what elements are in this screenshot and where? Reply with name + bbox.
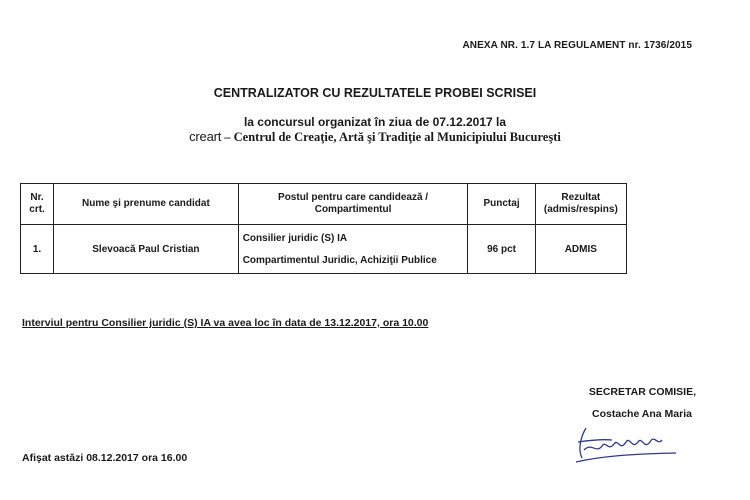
cell-nr: 1. <box>21 225 54 274</box>
header-name: Nume şi prenume candidat <box>54 184 239 225</box>
document-subtitle: la concursul organizat în ziua de 07.12.2017 la <box>243 115 507 129</box>
document-title: CENTRALIZATOR CU REZULTATELE PROBEI SCRISEI <box>213 86 537 100</box>
secretary-role: SECRETAR COMISIE, <box>588 386 696 398</box>
cell-post-title: Consilier juridic (S) IA <box>242 232 348 244</box>
header-nr: Nr. crt. <box>21 184 54 225</box>
institution-brand: creart <box>189 129 222 144</box>
handwritten-signature <box>572 420 682 470</box>
annex-reference: ANEXA NR. 1.7 LA REGULAMENT nr. 1736/2015 <box>462 40 692 51</box>
cell-post <box>238 225 468 274</box>
table-header-row <box>21 184 627 225</box>
table-row <box>21 225 627 274</box>
institution-name: – Centrul de Creaţie, Artă şi Tradiţie al Municipiului Bucureşti <box>221 130 561 144</box>
cell-score: 96 pct <box>468 225 535 274</box>
cell-department: Compartimentul Juridic, Achiziţii Publice <box>242 254 437 266</box>
header-post: Postul pentru care candidează / Compartimentul <box>238 184 468 225</box>
cell-candidate-name: Slevoacă Paul Cristian <box>54 225 239 274</box>
cell-result: ADMIS <box>535 225 626 274</box>
secretary-name: Costache Ana Maria <box>592 408 692 420</box>
header-result: Rezultat (admis/respins) <box>535 184 626 225</box>
header-score: Punctaj <box>468 184 535 225</box>
interview-note: Interviul pentru Consilier juridic (S) IA va avea loc în data de 13.12.2017, ora 10.00 <box>22 317 429 329</box>
institution-line <box>0 129 750 145</box>
results-table <box>20 183 627 274</box>
posted-note: Afişat astăzi 08.12.2017 ora 16.00 <box>22 452 188 464</box>
